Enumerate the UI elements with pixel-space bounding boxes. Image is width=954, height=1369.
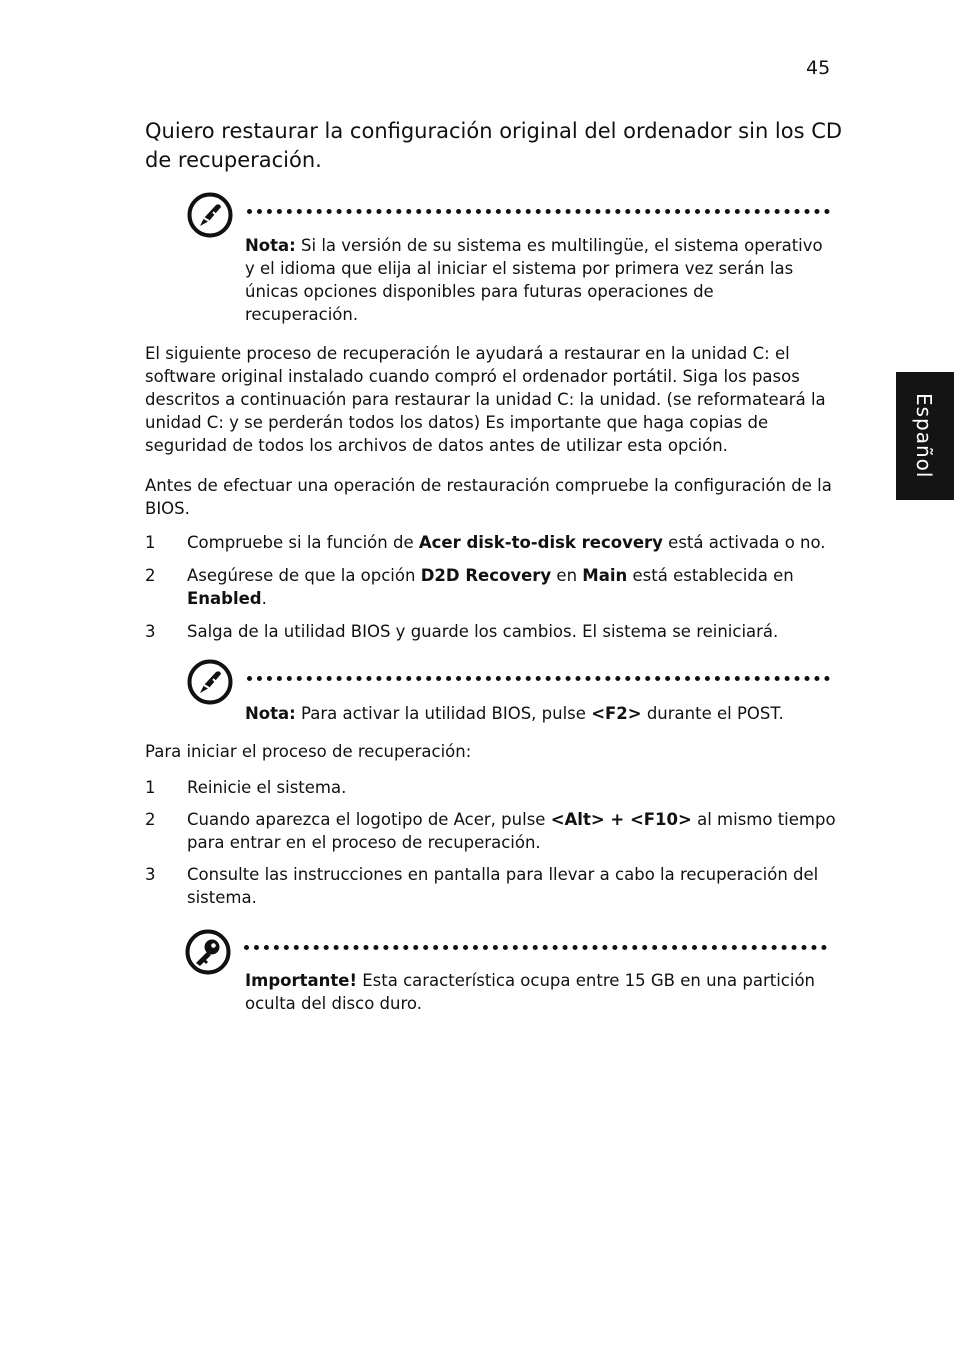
step-text-part: Cuando aparezca el logotipo de Acer, pulse [187, 810, 551, 829]
step-text [187, 531, 837, 554]
language-side-tab [896, 372, 954, 500]
step-number: 1 [145, 778, 156, 797]
important-label: Importante! [245, 971, 357, 990]
note-pen-icon [187, 192, 233, 238]
step-number: 2 [145, 566, 156, 585]
language-tab-label: Español [912, 393, 936, 479]
step-text-part: Compruebe si la función de [187, 533, 419, 552]
key-name: <Alt> + <F10> [550, 810, 692, 829]
step-text-part: . [261, 589, 267, 608]
step-number: 2 [145, 810, 156, 829]
note-divider [247, 676, 830, 681]
important-text [245, 969, 825, 1015]
page-number: 45 [806, 57, 831, 79]
step-highlight: Acer disk-to-disk recovery [418, 533, 663, 552]
note-text [245, 234, 825, 326]
step-number: 1 [145, 533, 156, 552]
note-pen-icon [187, 659, 233, 705]
note-body: Si la versión de su sistema es multilingüe, el sistema operativo y el idioma que elija al iniciar el sistema por primera vez serán las únicas opciones disponibles para futuras operaciones de recuperación. [245, 236, 823, 324]
note-label: Nota: [245, 236, 296, 255]
step-text: Reinicie el sistema. [187, 778, 347, 797]
step-text-part: está establecida en [627, 566, 794, 585]
step-number: 3 [145, 622, 156, 641]
step-highlight: Main [582, 566, 628, 585]
paragraph: Para iniciar el proceso de recuperación: [145, 742, 472, 761]
step-text [187, 564, 837, 610]
step-highlight: D2D Recovery [420, 566, 552, 585]
section-heading: Quiero restaurar la configuración original del ordenador sin los CD de recuperación. [145, 119, 843, 172]
important-divider [244, 945, 827, 950]
paragraph: El siguiente proceso de recuperación le ayudará a restaurar en la unidad C: el software original instalado cuando compró el ordenador portátil. Siga los pasos descritos a continuación para restaurar la unidad C: la unidad. (se reformateará la unidad C: y se perderán todos los datos) Es importante que haga copias de seguridad de todos los archivos de datos antes de utilizar esta opción. [145, 344, 826, 455]
key-name: <F2> [591, 704, 642, 723]
step-number: 3 [145, 865, 156, 884]
important-body: Esta característica ocupa entre 15 GB en una partición oculta del disco duro. [245, 971, 816, 1013]
note-divider [247, 209, 830, 214]
note-body: durante el POST. [641, 704, 784, 723]
important-key-icon [185, 929, 231, 975]
note-body: Para activar la utilidad BIOS, pulse [295, 704, 592, 723]
step-text [187, 808, 837, 854]
paragraph: Antes de efectuar una operación de restauración compruebe la configuración de la BIOS. [145, 476, 832, 518]
step-text-part: está activada o no. [662, 533, 826, 552]
step-text: Consulte las instrucciones en pantalla para llevar a cabo la recuperación del sistema. [187, 865, 819, 907]
step-text: Salga de la utilidad BIOS y guarde los cambios. El sistema se reiniciará. [187, 622, 779, 641]
step-highlight: Enabled [187, 589, 262, 608]
note-text [245, 702, 825, 725]
step-text-part: al mismo tiempo para entrar en el proceso de recuperación. [187, 810, 836, 852]
step-text-part: Asegúrese de que la opción [187, 566, 421, 585]
step-text-part: en [551, 566, 583, 585]
note-label: Nota: [245, 704, 296, 723]
